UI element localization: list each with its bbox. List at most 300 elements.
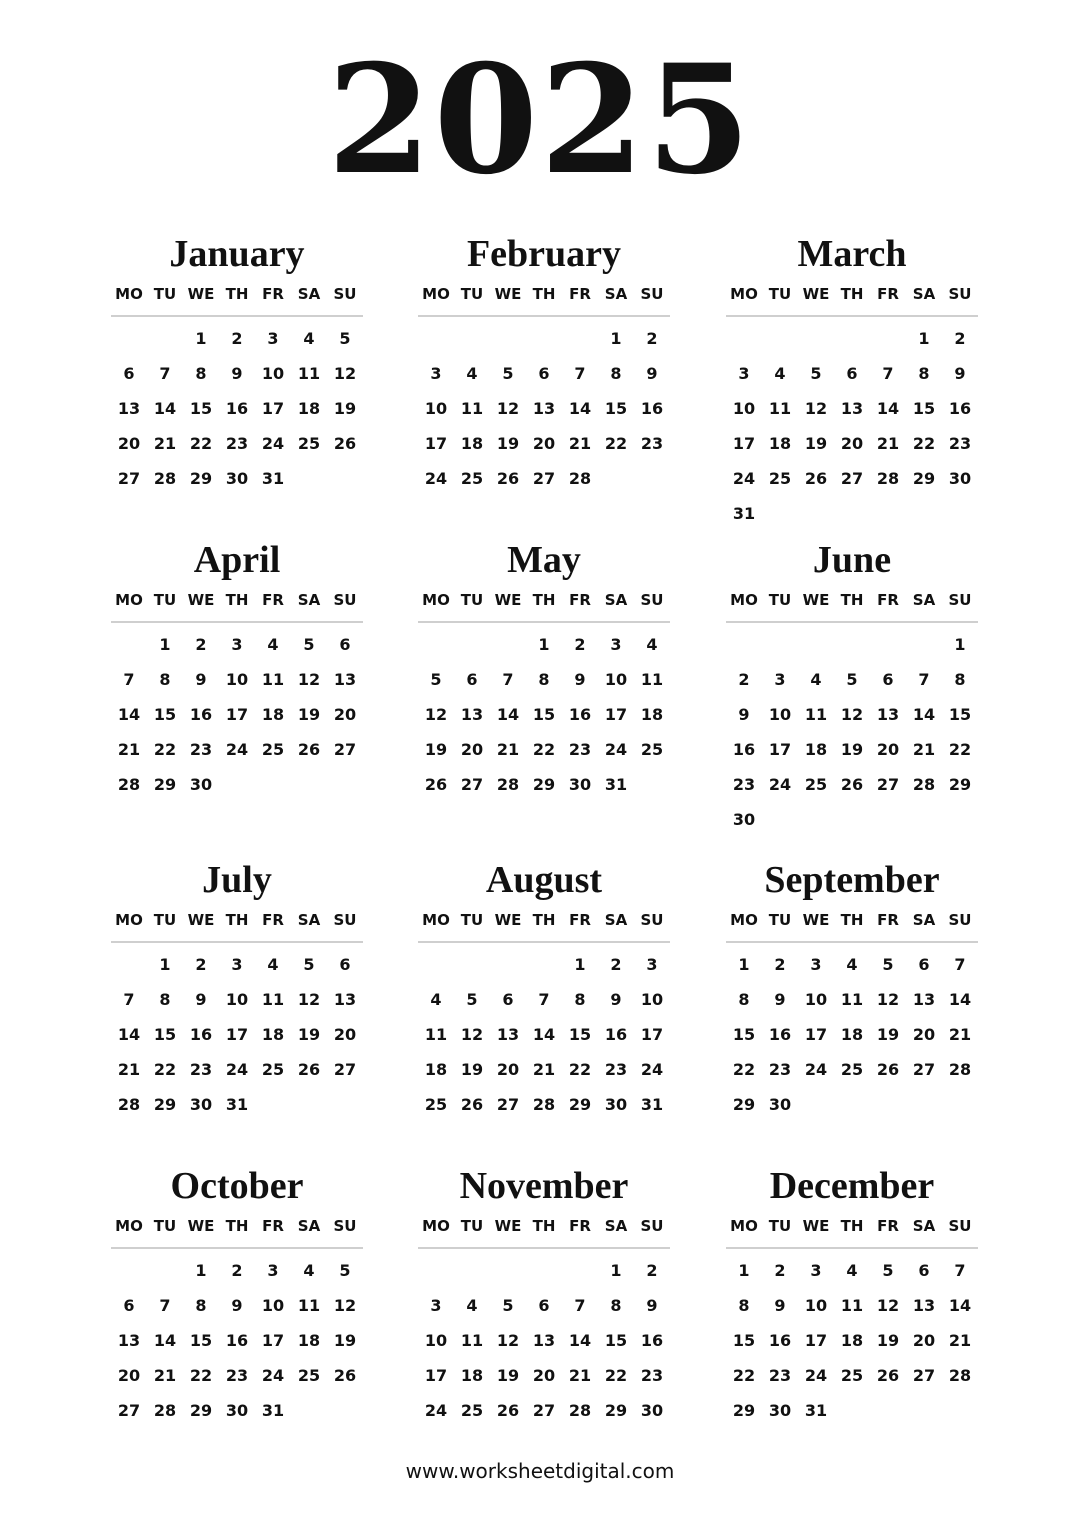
day-cell: 4 [646, 635, 658, 654]
day-cell: 2 [774, 1261, 786, 1280]
day-cell: 25 [840, 1060, 864, 1079]
weekday-label: SU [333, 1217, 357, 1235]
day-cell: 7 [954, 955, 966, 974]
day-cell: 7 [538, 990, 550, 1009]
day-cell: 9 [954, 364, 966, 383]
day-cell: 13 [333, 990, 357, 1009]
weekday-label: MO [422, 911, 450, 929]
day-cell: 22 [948, 740, 972, 759]
day-cell: 15 [912, 399, 936, 418]
day-grid [111, 947, 363, 1122]
day-cell: 24 [640, 1060, 664, 1079]
day-cell: 28 [948, 1366, 972, 1385]
day-cell: 16 [604, 1025, 628, 1044]
day-cell: 4 [303, 1261, 315, 1280]
day-cell: 26 [876, 1060, 900, 1079]
empty-day-cell [798, 627, 834, 662]
day-cell: 3 [810, 955, 822, 974]
day-cell: 23 [604, 1060, 628, 1079]
day-cell: 9 [231, 364, 243, 383]
day-cell: 10 [261, 1296, 285, 1315]
day-cell: 24 [732, 469, 756, 488]
day-cell: 18 [640, 705, 664, 724]
weekday-label: TU [460, 285, 484, 303]
weekday-label: SA [912, 285, 936, 303]
day-cell: 9 [646, 364, 658, 383]
day-cell: 5 [339, 1261, 351, 1280]
day-cell: 11 [840, 990, 864, 1009]
day-cell: 8 [954, 670, 966, 689]
day-cell: 21 [568, 1366, 592, 1385]
day-cell: 11 [768, 399, 792, 418]
day-cell: 3 [231, 955, 243, 974]
empty-day-cell [111, 627, 147, 662]
day-cell: 16 [189, 705, 213, 724]
day-cell: 23 [225, 1366, 249, 1385]
day-cell: 6 [339, 955, 351, 974]
day-cell: 26 [840, 775, 864, 794]
day-cell: 9 [646, 1296, 658, 1315]
weekday-label: WE [187, 911, 215, 929]
weekday-label: WE [494, 285, 522, 303]
day-cell: 24 [261, 1366, 285, 1385]
day-cell: 1 [195, 1261, 207, 1280]
weekday-label: MO [115, 285, 143, 303]
day-cell: 3 [267, 1261, 279, 1280]
day-cell: 22 [912, 434, 936, 453]
day-cell: 15 [604, 1331, 628, 1350]
day-cell: 2 [610, 955, 622, 974]
day-cell: 27 [532, 1401, 556, 1420]
day-cell: 15 [732, 1331, 756, 1350]
day-cell: 1 [918, 329, 930, 348]
day-cell: 23 [768, 1366, 792, 1385]
day-cell: 8 [195, 364, 207, 383]
day-cell: 24 [225, 1060, 249, 1079]
day-cell: 3 [646, 955, 658, 974]
weekday-label: MO [115, 591, 143, 609]
day-cell: 22 [189, 1366, 213, 1385]
weekday-label: SU [640, 911, 664, 929]
weekday-label: SU [948, 911, 972, 929]
weekday-label: SA [912, 591, 936, 609]
day-cell: 20 [496, 1060, 520, 1079]
weekday-label: FR [569, 591, 591, 609]
day-cell: 23 [225, 434, 249, 453]
day-grid [418, 947, 670, 1122]
weekday-label: MO [422, 1217, 450, 1235]
day-cell: 30 [640, 1401, 664, 1420]
weekday-label: WE [187, 285, 215, 303]
day-cell: 8 [738, 990, 750, 1009]
day-cell: 15 [732, 1025, 756, 1044]
day-cell: 17 [424, 434, 448, 453]
day-cell: 31 [261, 469, 285, 488]
day-cell: 26 [496, 1401, 520, 1420]
weekday-label: MO [730, 911, 758, 929]
day-cell: 17 [640, 1025, 664, 1044]
empty-day-cell [906, 627, 942, 662]
day-cell: 7 [123, 990, 135, 1009]
day-cell: 25 [424, 1095, 448, 1114]
day-cell: 8 [159, 990, 171, 1009]
day-grid [418, 321, 670, 496]
empty-day-cell [490, 947, 526, 982]
day-cell: 13 [912, 990, 936, 1009]
day-cell: 25 [768, 469, 792, 488]
weekday-label: SU [948, 285, 972, 303]
day-cell: 12 [496, 399, 520, 418]
day-cell: 1 [610, 1261, 622, 1280]
day-cell: 15 [189, 1331, 213, 1350]
month-name: December [769, 1165, 935, 1207]
empty-day-cell [111, 1253, 147, 1288]
weekday-label: TH [840, 911, 864, 929]
empty-day-cell [726, 321, 762, 356]
day-cell: 26 [297, 1060, 321, 1079]
weekday-label: WE [187, 1217, 215, 1235]
day-cell: 7 [159, 364, 171, 383]
day-cell: 27 [912, 1060, 936, 1079]
day-cell: 18 [840, 1025, 864, 1044]
day-cell: 10 [225, 990, 249, 1009]
day-cell: 30 [225, 1401, 249, 1420]
day-cell: 8 [159, 670, 171, 689]
day-cell: 19 [804, 434, 828, 453]
weekday-label: WE [494, 1217, 522, 1235]
day-cell: 20 [117, 434, 141, 453]
day-cell: 4 [267, 635, 279, 654]
day-cell: 3 [267, 329, 279, 348]
day-cell: 22 [604, 434, 628, 453]
month-name: April [193, 539, 281, 581]
day-cell: 1 [738, 955, 750, 974]
month-november [418, 1164, 670, 1428]
day-cell: 21 [117, 1060, 141, 1079]
weekday-label: TH [532, 591, 556, 609]
weekday-label: WE [494, 911, 522, 929]
day-cell: 11 [424, 1025, 448, 1044]
weekday-header [726, 588, 978, 612]
day-cell: 18 [261, 705, 285, 724]
day-cell: 20 [532, 434, 556, 453]
day-cell: 19 [876, 1331, 900, 1350]
empty-day-cell [418, 627, 454, 662]
day-cell: 1 [574, 955, 586, 974]
day-cell: 4 [466, 1296, 478, 1315]
day-cell: 28 [153, 1401, 177, 1420]
weekday-label: FR [877, 591, 899, 609]
weekday-label: FR [262, 591, 284, 609]
day-cell: 13 [117, 399, 141, 418]
weekday-header [418, 1214, 670, 1238]
month-may [418, 538, 670, 802]
weekday-label: SU [640, 285, 664, 303]
day-cell: 17 [604, 705, 628, 724]
day-cell: 29 [189, 469, 213, 488]
empty-day-cell [834, 627, 870, 662]
day-cell: 23 [640, 434, 664, 453]
day-cell: 7 [954, 1261, 966, 1280]
day-cell: 9 [610, 990, 622, 1009]
day-cell: 17 [424, 1366, 448, 1385]
day-cell: 11 [297, 364, 321, 383]
day-cell: 20 [840, 434, 864, 453]
day-cell: 31 [732, 504, 756, 523]
day-cell: 21 [568, 434, 592, 453]
empty-day-cell [111, 947, 147, 982]
day-cell: 2 [231, 1261, 243, 1280]
day-cell: 29 [732, 1095, 756, 1114]
month-name: September [764, 859, 940, 901]
day-cell: 25 [460, 1401, 484, 1420]
day-cell: 7 [882, 364, 894, 383]
weekday-label: TH [840, 1217, 864, 1235]
month-name: July [202, 859, 272, 901]
weekday-label: FR [569, 911, 591, 929]
weekday-label: SA [297, 285, 321, 303]
weekday-label: TU [460, 591, 484, 609]
day-cell: 4 [846, 1261, 858, 1280]
weekday-header [726, 908, 978, 932]
day-cell: 20 [333, 705, 357, 724]
day-cell: 14 [496, 705, 520, 724]
day-cell: 29 [948, 775, 972, 794]
weekday-label: MO [422, 285, 450, 303]
day-cell: 21 [153, 1366, 177, 1385]
day-cell: 8 [538, 670, 550, 689]
weekday-label: TH [532, 911, 556, 929]
day-cell: 18 [840, 1331, 864, 1350]
empty-day-cell [147, 321, 183, 356]
day-cell: 5 [882, 1261, 894, 1280]
empty-day-cell [526, 321, 562, 356]
day-cell: 22 [189, 434, 213, 453]
day-cell: 8 [195, 1296, 207, 1315]
day-cell: 19 [424, 740, 448, 759]
day-cell: 15 [153, 1025, 177, 1044]
day-cell: 16 [640, 399, 664, 418]
day-cell: 19 [496, 1366, 520, 1385]
day-cell: 27 [840, 469, 864, 488]
weekday-label: TH [840, 285, 864, 303]
day-cell: 26 [876, 1366, 900, 1385]
day-cell: 16 [568, 705, 592, 724]
day-cell: 23 [768, 1060, 792, 1079]
day-grid [111, 627, 363, 802]
day-cell: 2 [646, 329, 658, 348]
day-cell: 6 [918, 955, 930, 974]
day-cell: 4 [430, 990, 442, 1009]
day-cell: 31 [604, 775, 628, 794]
day-cell: 19 [496, 434, 520, 453]
empty-day-cell [834, 321, 870, 356]
month-october [111, 1164, 363, 1428]
empty-day-cell [147, 1253, 183, 1288]
day-cell: 11 [460, 1331, 484, 1350]
day-cell: 24 [804, 1060, 828, 1079]
day-cell: 1 [538, 635, 550, 654]
weekday-label: TU [768, 911, 792, 929]
month-name: November [459, 1165, 629, 1207]
day-cell: 14 [912, 705, 936, 724]
day-cell: 18 [297, 399, 321, 418]
day-cell: 26 [333, 1366, 357, 1385]
day-cell: 28 [876, 469, 900, 488]
day-cell: 10 [804, 1296, 828, 1315]
day-cell: 27 [117, 1401, 141, 1420]
day-cell: 10 [261, 364, 285, 383]
day-cell: 13 [460, 705, 484, 724]
day-cell: 15 [568, 1025, 592, 1044]
header-divider [726, 315, 978, 317]
header-divider [111, 941, 363, 943]
day-cell: 20 [333, 1025, 357, 1044]
day-cell: 27 [117, 469, 141, 488]
day-cell: 21 [876, 434, 900, 453]
day-cell: 12 [460, 1025, 484, 1044]
day-cell: 30 [768, 1401, 792, 1420]
day-cell: 26 [460, 1095, 484, 1114]
day-cell: 21 [153, 434, 177, 453]
weekday-label: TH [225, 911, 249, 929]
day-cell: 24 [261, 434, 285, 453]
day-cell: 30 [189, 775, 213, 794]
day-cell: 27 [912, 1366, 936, 1385]
day-cell: 26 [804, 469, 828, 488]
day-cell: 7 [574, 364, 586, 383]
day-cell: 19 [460, 1060, 484, 1079]
empty-day-cell [454, 321, 490, 356]
day-cell: 18 [768, 434, 792, 453]
day-cell: 5 [430, 670, 442, 689]
weekday-label: FR [569, 1217, 591, 1235]
weekday-label: MO [115, 911, 143, 929]
day-cell: 6 [502, 990, 514, 1009]
day-cell: 24 [424, 469, 448, 488]
day-cell: 9 [195, 990, 207, 1009]
day-cell: 27 [333, 740, 357, 759]
day-cell: 18 [297, 1331, 321, 1350]
month-name: May [507, 539, 581, 581]
day-cell: 28 [568, 469, 592, 488]
day-cell: 28 [948, 1060, 972, 1079]
day-grid [111, 1253, 363, 1428]
day-cell: 16 [948, 399, 972, 418]
day-grid [418, 1253, 670, 1428]
day-cell: 11 [261, 670, 285, 689]
empty-day-cell [490, 1253, 526, 1288]
year-title: 2025 [327, 32, 753, 208]
empty-day-cell [490, 321, 526, 356]
day-cell: 7 [159, 1296, 171, 1315]
day-grid [726, 321, 978, 531]
day-cell: 29 [189, 1401, 213, 1420]
day-cell: 22 [532, 740, 556, 759]
day-cell: 1 [159, 955, 171, 974]
weekday-label: TH [840, 591, 864, 609]
header-divider [111, 315, 363, 317]
header-divider [726, 941, 978, 943]
day-grid [111, 321, 363, 496]
weekday-label: TH [225, 591, 249, 609]
weekday-label: FR [877, 911, 899, 929]
day-cell: 12 [840, 705, 864, 724]
weekday-label: SA [604, 911, 628, 929]
day-cell: 15 [189, 399, 213, 418]
day-cell: 16 [225, 399, 249, 418]
day-cell: 25 [297, 1366, 321, 1385]
weekday-header [111, 588, 363, 612]
month-name: August [485, 859, 603, 901]
day-cell: 23 [732, 775, 756, 794]
month-january [111, 232, 363, 496]
day-cell: 29 [153, 775, 177, 794]
day-cell: 6 [123, 1296, 135, 1315]
weekday-label: SU [333, 911, 357, 929]
weekday-label: SU [948, 1217, 972, 1235]
day-cell: 29 [912, 469, 936, 488]
day-cell: 13 [333, 670, 357, 689]
day-cell: 15 [153, 705, 177, 724]
day-cell: 29 [604, 1401, 628, 1420]
weekday-label: TU [153, 285, 177, 303]
weekday-label: SU [640, 1217, 664, 1235]
day-cell: 27 [460, 775, 484, 794]
weekday-label: FR [877, 285, 899, 303]
day-cell: 25 [297, 434, 321, 453]
day-cell: 5 [502, 1296, 514, 1315]
day-cell: 21 [912, 740, 936, 759]
day-cell: 5 [466, 990, 478, 1009]
header-divider [726, 1247, 978, 1249]
weekday-label: SU [640, 591, 664, 609]
day-cell: 12 [297, 670, 321, 689]
day-cell: 1 [159, 635, 171, 654]
day-cell: 25 [261, 1060, 285, 1079]
header-divider [111, 1247, 363, 1249]
day-cell: 28 [153, 469, 177, 488]
day-grid [726, 947, 978, 1122]
day-cell: 22 [604, 1366, 628, 1385]
day-cell: 18 [460, 434, 484, 453]
month-name: February [466, 233, 622, 275]
day-cell: 3 [738, 364, 750, 383]
day-cell: 27 [496, 1095, 520, 1114]
day-cell: 10 [640, 990, 664, 1009]
weekday-label: TU [768, 1217, 792, 1235]
day-cell: 14 [117, 705, 141, 724]
day-cell: 23 [189, 1060, 213, 1079]
day-cell: 13 [912, 1296, 936, 1315]
day-cell: 4 [267, 955, 279, 974]
empty-day-cell [490, 627, 526, 662]
day-cell: 5 [846, 670, 858, 689]
day-cell: 6 [339, 635, 351, 654]
day-cell: 28 [117, 1095, 141, 1114]
day-cell: 8 [610, 364, 622, 383]
month-july [111, 858, 363, 1122]
day-cell: 3 [430, 364, 442, 383]
day-cell: 28 [568, 1401, 592, 1420]
header-divider [418, 621, 670, 623]
day-cell: 19 [333, 399, 357, 418]
empty-day-cell [454, 627, 490, 662]
day-cell: 22 [153, 1060, 177, 1079]
day-cell: 30 [568, 775, 592, 794]
weekday-label: FR [877, 1217, 899, 1235]
empty-day-cell [762, 321, 798, 356]
